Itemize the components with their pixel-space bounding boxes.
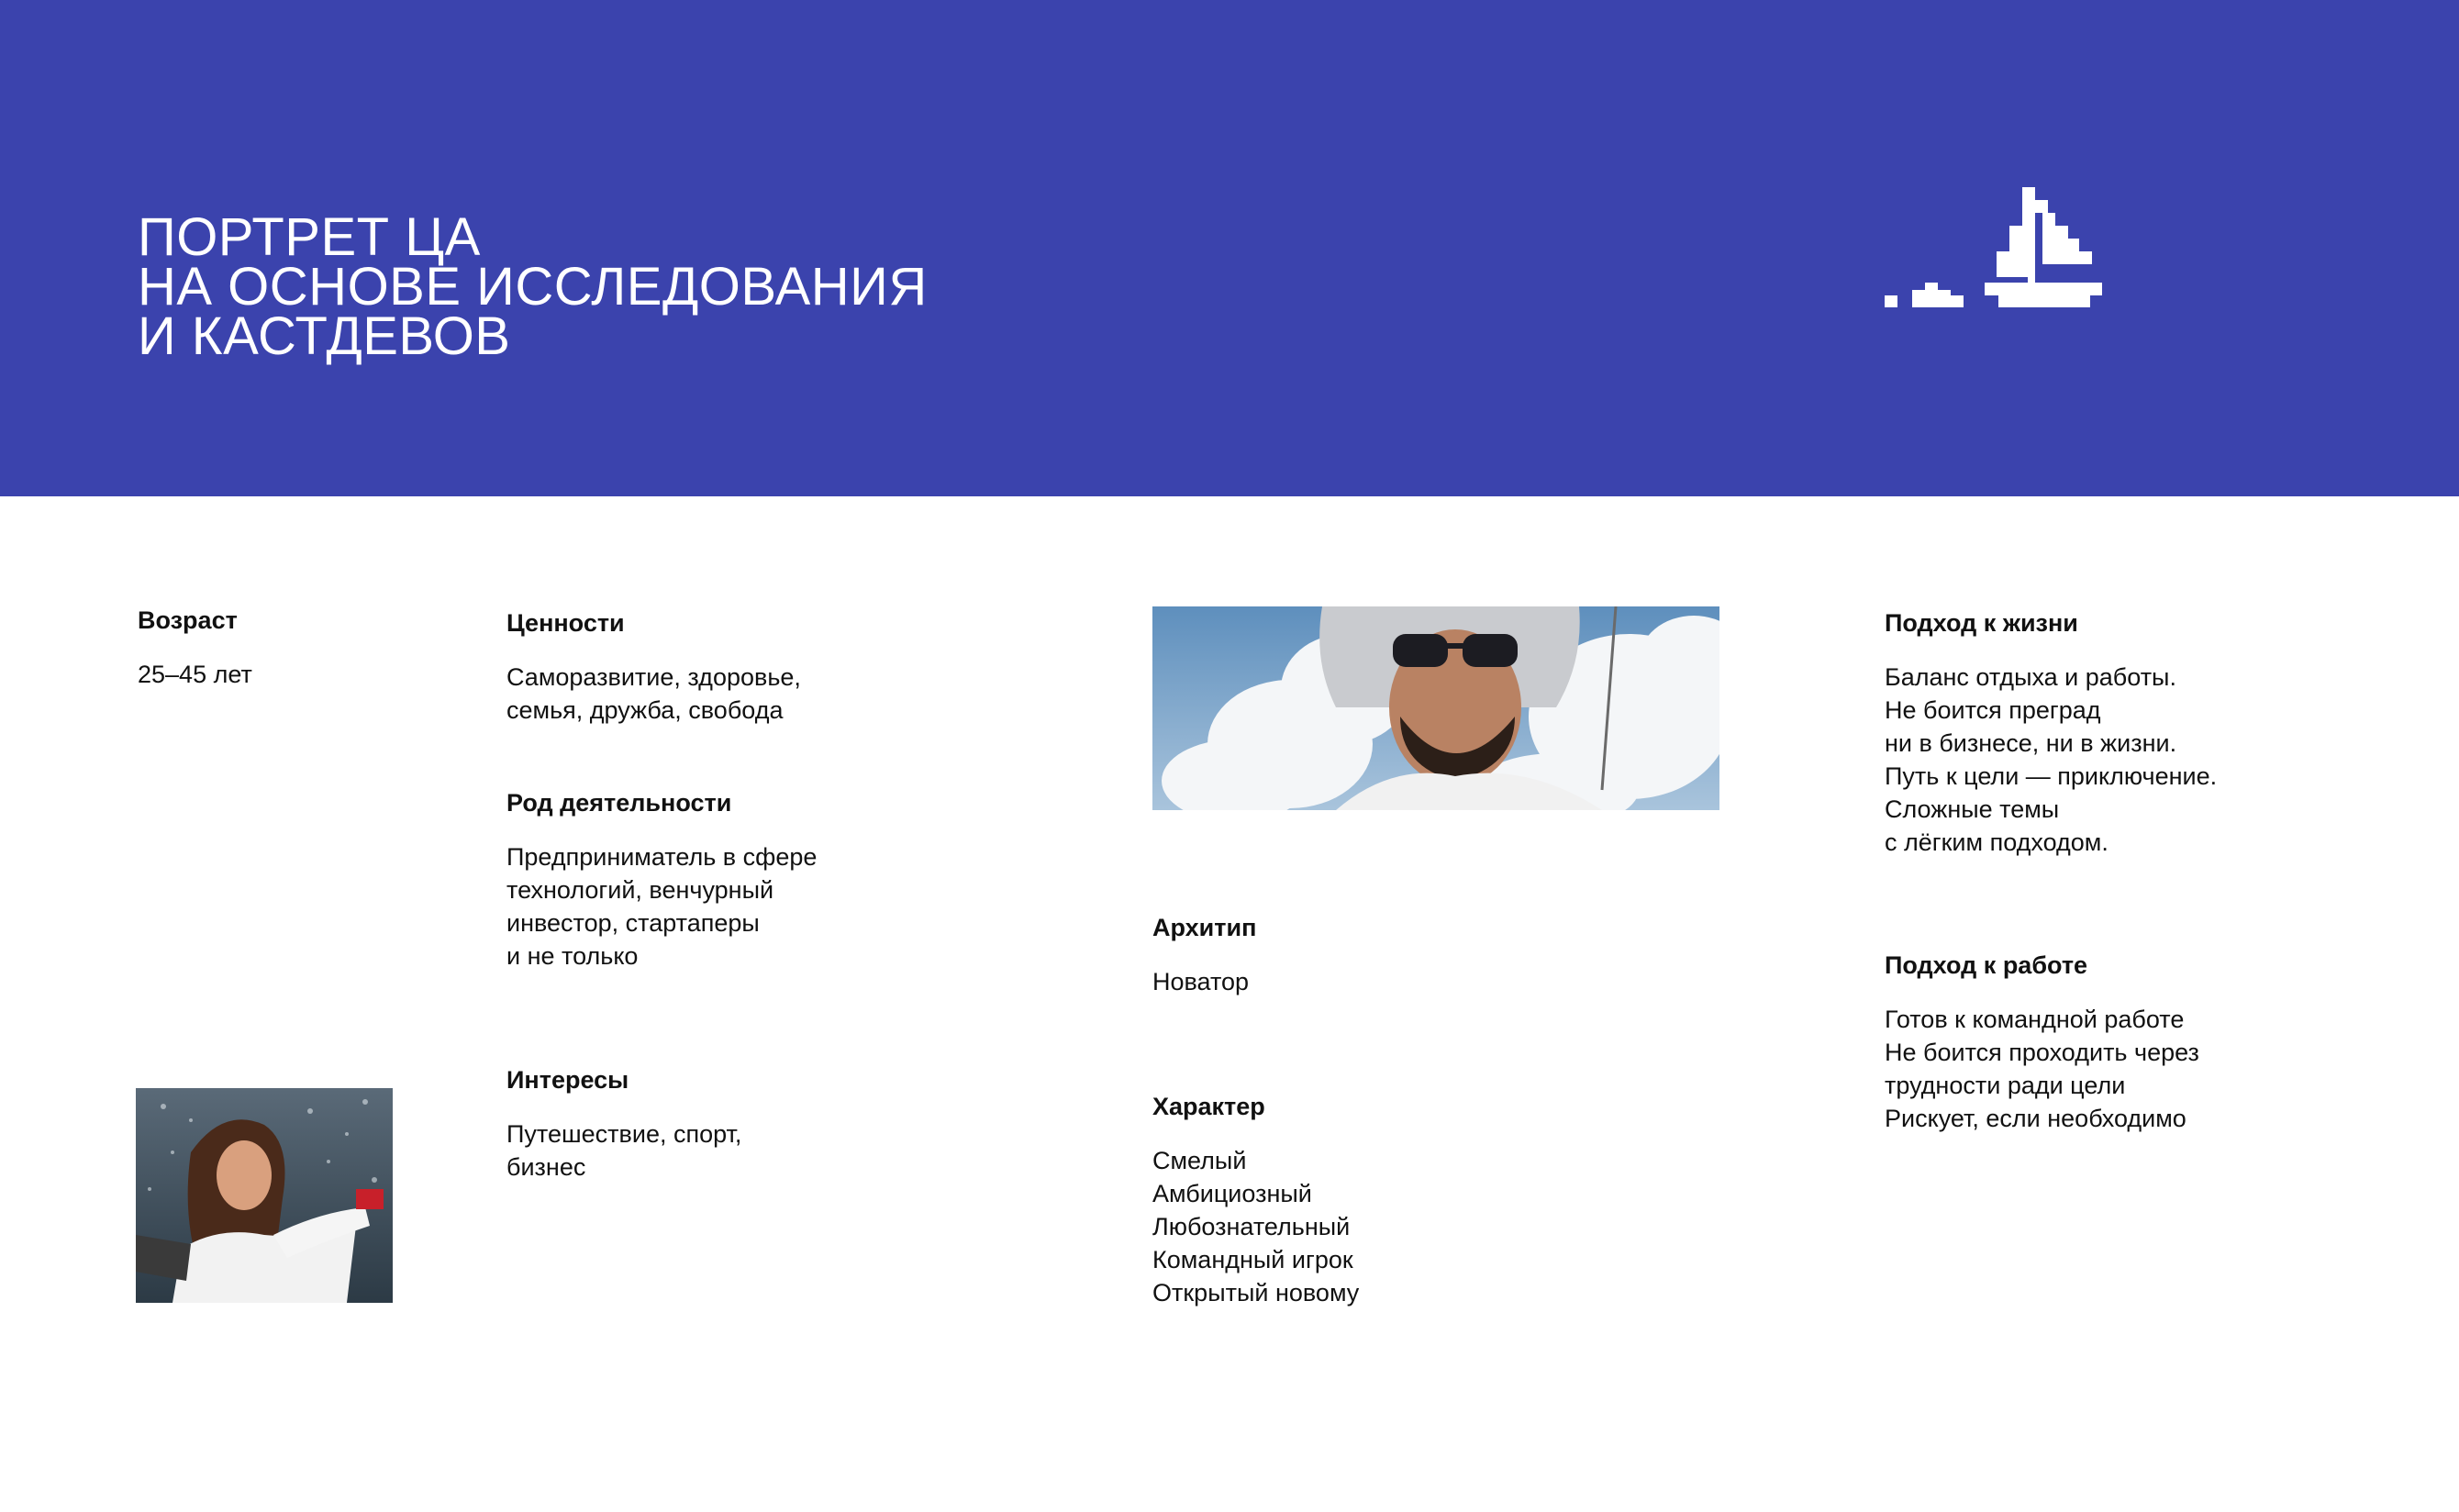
life-approach-line: Сложные темы bbox=[1885, 795, 2060, 823]
sailboat-pixel-icon bbox=[1881, 183, 2107, 308]
title-line-3: И КАСТДЕВОВ bbox=[138, 306, 511, 366]
work-approach-line: Рискует, если необходимо bbox=[1885, 1105, 2186, 1132]
life-approach-text bbox=[1885, 661, 2217, 859]
values-label: Ценности bbox=[506, 609, 625, 637]
values-line: Саморазвитие, здоровье, bbox=[506, 663, 801, 691]
occupation-label: Род деятельности bbox=[506, 789, 732, 817]
character-line: Амбициозный bbox=[1152, 1180, 1312, 1207]
work-approach-line: трудности ради цели bbox=[1885, 1072, 2126, 1099]
interests-section bbox=[506, 1064, 741, 1184]
character-line: Открытый новому bbox=[1152, 1279, 1360, 1306]
interests-text bbox=[506, 1117, 741, 1184]
woman-photo bbox=[136, 1088, 393, 1303]
occupation-line: инвестор, стартаперы bbox=[506, 909, 760, 937]
age-value: 25–45 лет bbox=[138, 661, 252, 688]
work-approach-text bbox=[1885, 1003, 2199, 1135]
work-approach-section bbox=[1885, 950, 2199, 1135]
work-approach-label: Подход к работе bbox=[1885, 951, 2088, 979]
archetype-section bbox=[1152, 912, 1256, 998]
header-banner bbox=[0, 0, 2459, 496]
interests-line: Путешествие, спорт, bbox=[506, 1120, 742, 1148]
life-approach-line: с лёгким подходом. bbox=[1885, 828, 2109, 856]
life-approach-line: ни в бизнесе, ни в жизни. bbox=[1885, 729, 2177, 757]
interests-label: Интересы bbox=[506, 1066, 629, 1094]
character-line: Любознательный bbox=[1152, 1213, 1351, 1240]
age-section bbox=[138, 605, 252, 691]
age-label: Возраст bbox=[138, 606, 238, 634]
man-photo bbox=[1152, 606, 1719, 810]
occupation-line: технологий, венчурный bbox=[506, 876, 774, 904]
character-line: Смелый bbox=[1152, 1147, 1247, 1174]
occupation-text bbox=[506, 840, 817, 973]
values-section bbox=[506, 607, 801, 727]
title-line-1: ПОРТРЕТ ЦА bbox=[138, 207, 481, 267]
work-approach-line: Не боится проходить через bbox=[1885, 1039, 2199, 1066]
character-label: Характер bbox=[1152, 1093, 1265, 1120]
life-approach-line: Не боится преград bbox=[1885, 696, 2101, 724]
occupation-line: Предприниматель в сфере bbox=[506, 843, 818, 871]
life-approach-section bbox=[1885, 607, 2217, 859]
character-text bbox=[1152, 1144, 1359, 1309]
title-line-2: НА ОСНОВЕ ИССЛЕДОВАНИЯ bbox=[138, 257, 928, 317]
character-line: Командный игрок bbox=[1152, 1246, 1353, 1273]
occupation-section bbox=[506, 787, 817, 973]
life-approach-label: Подход к жизни bbox=[1885, 609, 2078, 637]
interests-line: бизнес bbox=[506, 1153, 586, 1181]
archetype-value: Новатор bbox=[1152, 968, 1250, 995]
values-text bbox=[506, 661, 801, 727]
page-title bbox=[138, 207, 928, 366]
life-approach-line: Баланс отдыха и работы. bbox=[1885, 663, 2176, 691]
values-line: семья, дружба, свобода bbox=[506, 696, 784, 724]
occupation-line: и не только bbox=[506, 942, 639, 970]
archetype-label: Архитип bbox=[1152, 914, 1257, 941]
work-approach-line: Готов к командной работе bbox=[1885, 1006, 2185, 1033]
character-section bbox=[1152, 1091, 1359, 1309]
life-approach-line: Путь к цели — приключение. bbox=[1885, 762, 2218, 790]
